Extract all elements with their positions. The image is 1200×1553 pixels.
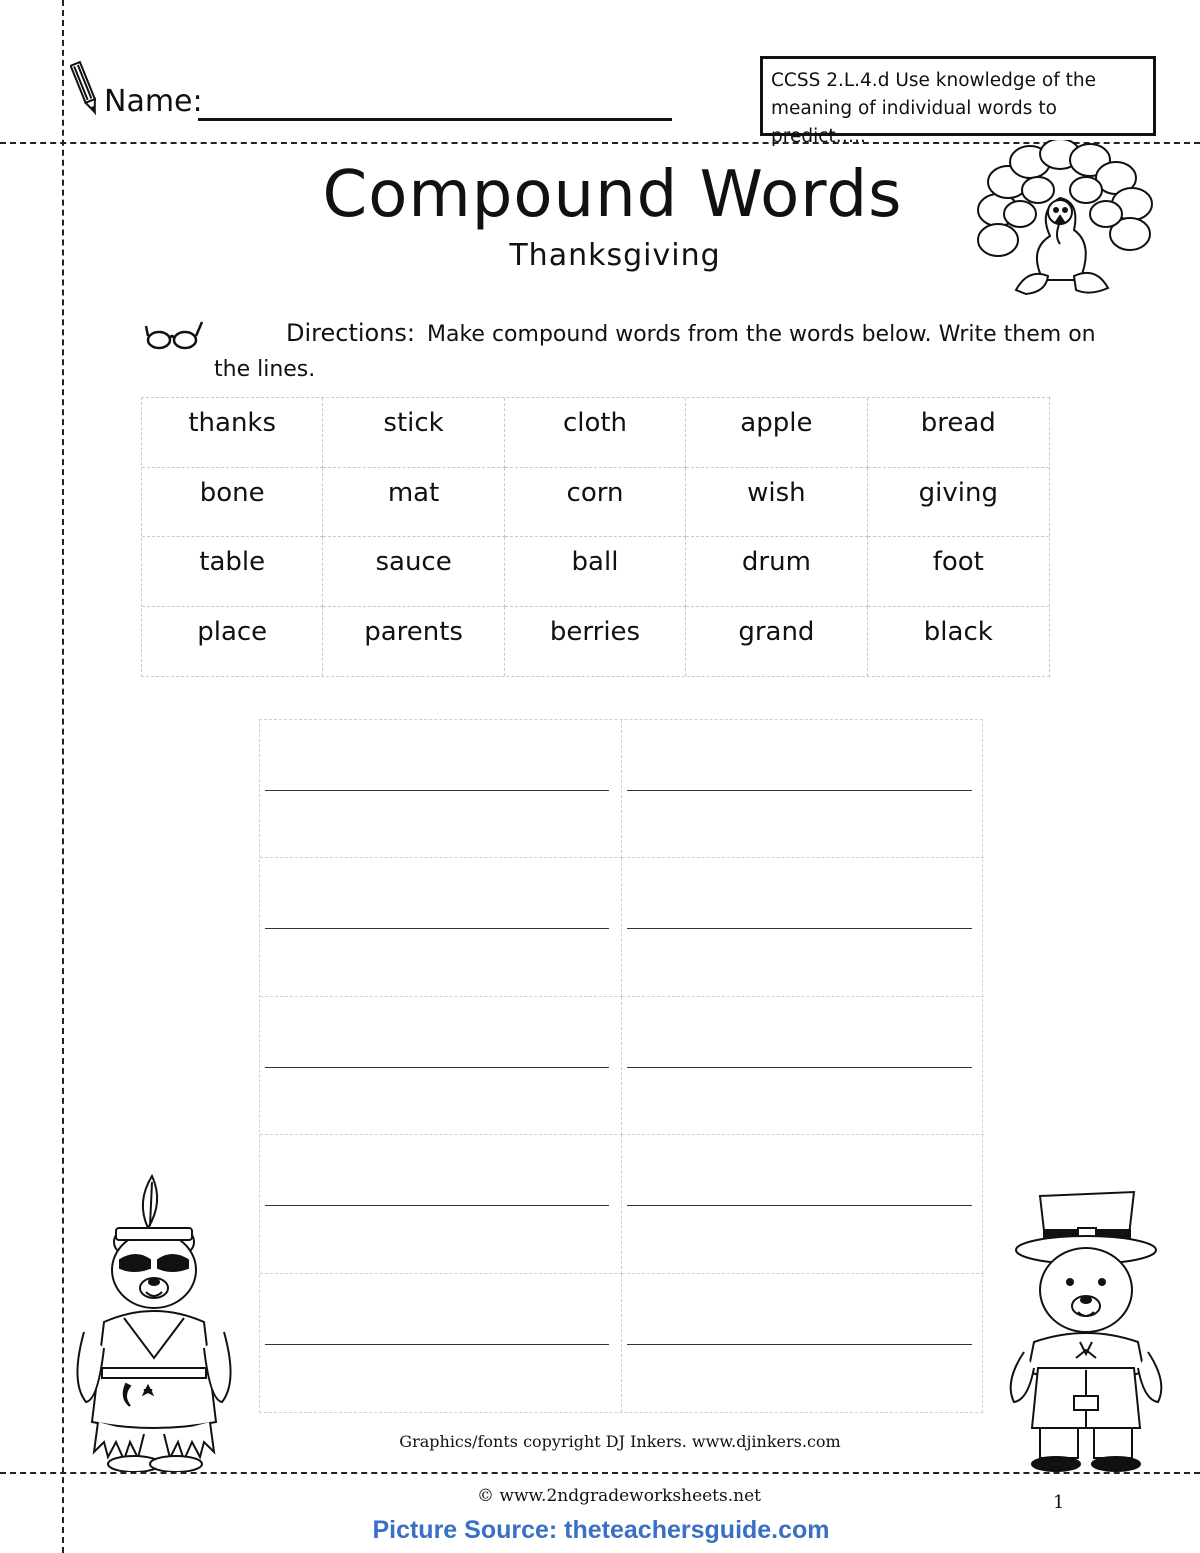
glasses-icon	[144, 318, 206, 352]
answer-cell	[260, 997, 622, 1135]
word-bank-cell: parents	[323, 607, 504, 677]
footer-site: © www.2ndgradeworksheets.net	[477, 1486, 761, 1506]
bottom-cut-guide	[0, 1472, 1200, 1474]
answer-cell	[260, 1274, 622, 1412]
answer-blank[interactable]	[627, 1344, 972, 1345]
word-bank-cell: cloth	[505, 398, 686, 468]
name-field[interactable]	[198, 118, 672, 121]
answer-cell	[260, 720, 622, 858]
answer-blank[interactable]	[265, 790, 609, 791]
word-bank-cell: sauce	[323, 537, 504, 607]
answer-cell	[622, 858, 984, 996]
answer-cell	[622, 1135, 984, 1273]
word-bank-cell: stick	[323, 398, 504, 468]
word-bank-cell: table	[142, 537, 323, 607]
directions-label: Directions:	[286, 319, 416, 347]
page-number: 1	[1053, 1492, 1065, 1513]
word-bank-cell: thanks	[142, 398, 323, 468]
word-bank-cell: wish	[686, 468, 867, 538]
answer-blank[interactable]	[265, 928, 609, 929]
directions-text: Make compound words from the words below. Write them on the lines.	[214, 322, 1096, 382]
word-bank-cell: apple	[686, 398, 867, 468]
word-bank-cell: grand	[686, 607, 867, 677]
answer-cell	[622, 720, 984, 858]
name-label: Name:	[104, 84, 203, 119]
native-bear-illustration	[64, 1172, 244, 1472]
directions	[214, 316, 1134, 387]
word-bank	[141, 397, 1050, 677]
picture-source: Picture Source: theteachersguide.com	[372, 1516, 830, 1544]
answer-area	[259, 719, 983, 1413]
word-bank-cell: ball	[505, 537, 686, 607]
word-bank-cell: black	[923, 616, 993, 647]
answer-cell	[622, 997, 984, 1135]
word-bank-cell: mat	[323, 468, 504, 538]
answer-cell	[260, 858, 622, 996]
answer-blank[interactable]	[265, 1344, 609, 1345]
word-bank-cell: bone	[142, 468, 323, 538]
answer-blank[interactable]	[627, 1205, 972, 1206]
answer-blank[interactable]	[627, 1067, 972, 1068]
graphics-credit: Graphics/fonts copyright DJ Inkers. www.djinkers.com	[399, 1432, 841, 1451]
answer-blank[interactable]	[265, 1205, 609, 1206]
word-bank-cell: foot	[868, 537, 1049, 607]
answer-blank[interactable]	[265, 1067, 609, 1068]
answer-blank[interactable]	[627, 790, 972, 791]
word-bank-cell: corn	[505, 468, 686, 538]
answer-cell	[260, 1135, 622, 1273]
answer-blank[interactable]	[627, 928, 972, 929]
word-bank-cell: bread	[868, 398, 1049, 468]
word-bank-cell: drum	[686, 537, 867, 607]
standard-box: CCSS 2.L.4.d Use knowledge of the meaning of individual words to predict…..	[760, 56, 1156, 136]
pilgrim-bear-illustration	[994, 1182, 1174, 1472]
word-bank-cell: giving	[868, 468, 1049, 538]
turkey-illustration	[968, 140, 1158, 300]
word-bank-cell: berries	[505, 607, 686, 677]
pencil-icon	[70, 58, 100, 118]
word-bank-cell: place	[142, 607, 323, 677]
page-subtitle: Thanksgiving	[509, 238, 721, 273]
answer-cell	[622, 1274, 984, 1412]
page-title: Compound Words	[322, 158, 903, 232]
